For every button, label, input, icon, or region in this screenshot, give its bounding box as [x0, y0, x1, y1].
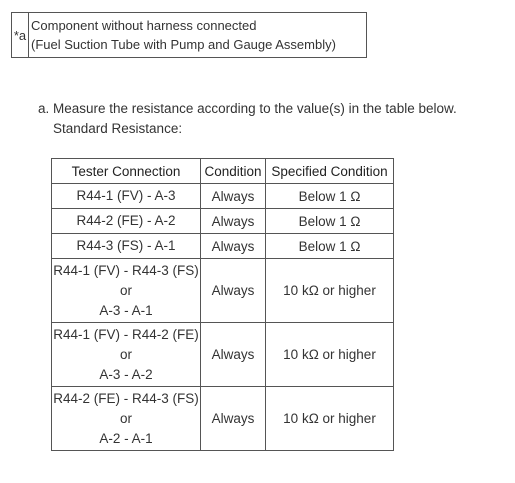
specified-condition-cell: Below 1 Ω: [266, 234, 394, 259]
specified-condition-cell: Below 1 Ω: [266, 209, 394, 234]
table-row: [52, 234, 394, 259]
tester-connection-cell: [52, 323, 201, 387]
legend-table: [11, 12, 367, 58]
tester-connection-primary: R44-1 (FV) - R44-3 (FS): [53, 262, 199, 278]
tester-connection-text: R44-1 (FV) - A-3: [76, 188, 176, 203]
tester-connection-alternate: A-3 - A-2: [99, 366, 153, 382]
procedure-step: [38, 99, 457, 139]
specified-condition-cell: Below 1 Ω: [266, 184, 394, 209]
tester-connection-primary: R44-2 (FE) - R44-3 (FS): [53, 390, 199, 406]
specified-condition-cell: 10 kΩ or higher: [266, 387, 394, 451]
tester-connection-alternate: A-3 - A-1: [99, 302, 153, 318]
tester-connection-text: R44-2 (FE) - A-2: [76, 213, 176, 228]
header-specified-condition: Specified Condition: [266, 159, 394, 184]
legend-key: *a: [12, 13, 29, 58]
condition-cell: Always: [201, 184, 266, 209]
specified-condition-cell: 10 kΩ or higher: [266, 259, 394, 323]
condition-cell: Always: [201, 323, 266, 387]
legend-description-line-1: Component without harness connected: [31, 18, 257, 33]
legend-row: [12, 13, 367, 58]
header-condition: Condition: [201, 159, 266, 184]
tester-connection-cell: [52, 387, 201, 451]
table-header-row: [52, 159, 394, 184]
resistance-table: [51, 158, 394, 451]
tester-connection-cell: [52, 209, 201, 234]
tester-connection-text: R44-3 (FS) - A-1: [76, 238, 176, 253]
tester-connection-or: or: [119, 282, 132, 298]
table-row: [52, 259, 394, 323]
tester-connection-primary: R44-1 (FV) - R44-2 (FE): [53, 326, 199, 342]
table-row: [52, 209, 394, 234]
table-row: [52, 184, 394, 209]
step-instruction: a. Measure the resistance according to the value(s) in the table below.: [38, 101, 457, 116]
header-tester-connection: Tester Connection: [52, 159, 201, 184]
legend-description: [29, 13, 367, 58]
condition-cell: Always: [201, 387, 266, 451]
table-row: [52, 387, 394, 451]
condition-cell: Always: [201, 234, 266, 259]
legend-description-line-2: (Fuel Suction Tube with Pump and Gauge Assembly): [31, 37, 336, 52]
tester-connection-cell: [52, 234, 201, 259]
tester-connection-or: or: [119, 410, 132, 426]
condition-cell: Always: [201, 259, 266, 323]
tester-connection-cell: [52, 184, 201, 209]
table-row: [52, 323, 394, 387]
tester-connection-or: or: [119, 346, 132, 362]
standard-resistance-label: Standard Resistance:: [53, 121, 183, 136]
specified-condition-cell: 10 kΩ or higher: [266, 323, 394, 387]
condition-cell: Always: [201, 209, 266, 234]
tester-connection-cell: [52, 259, 201, 323]
tester-connection-alternate: A-2 - A-1: [99, 430, 153, 446]
